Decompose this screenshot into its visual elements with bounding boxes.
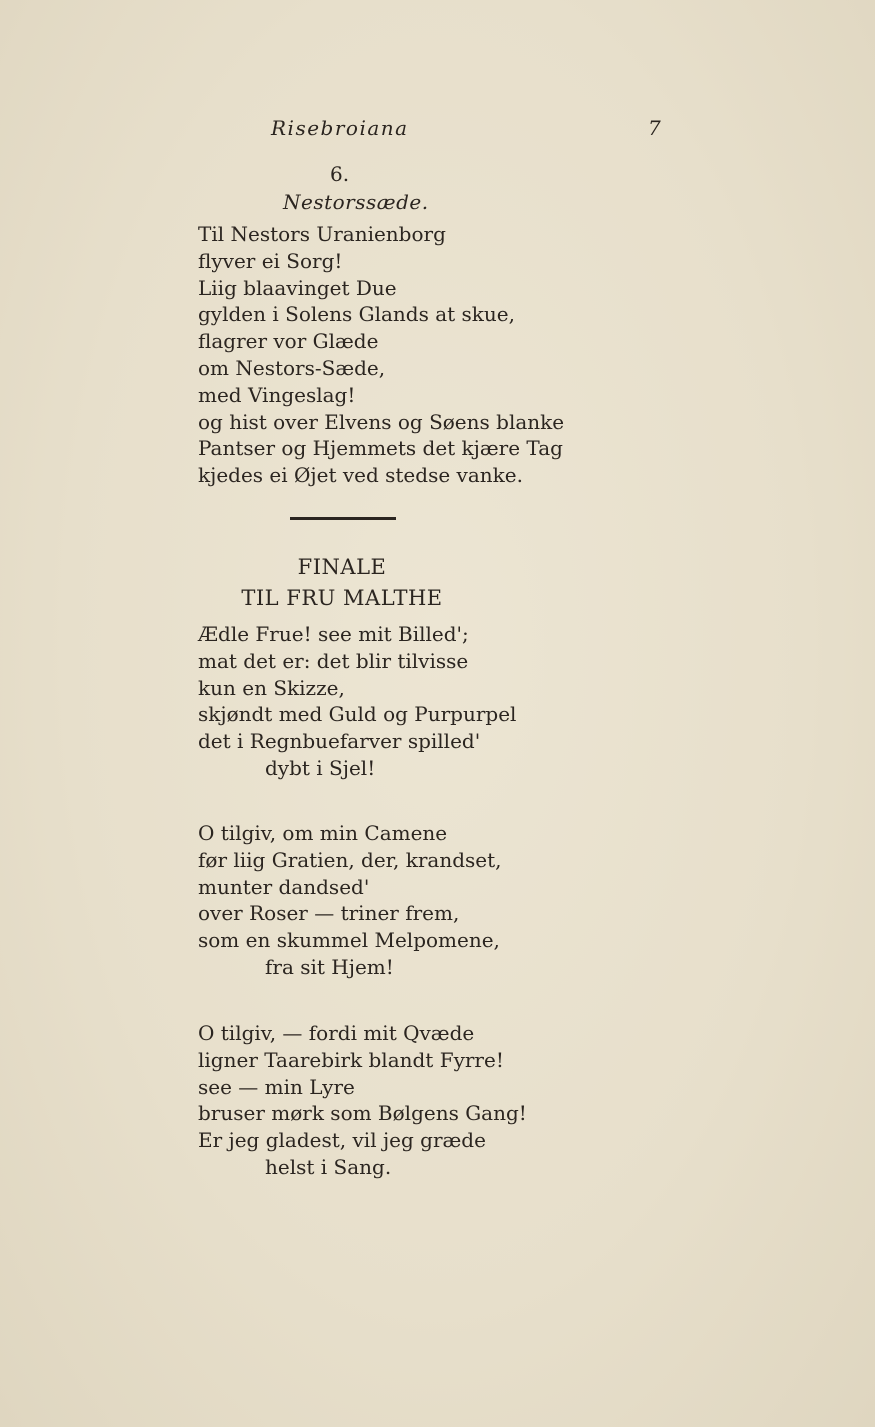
verse-line: Liig blaavinget Due bbox=[198, 275, 397, 300]
finale-title: FINALE bbox=[297, 555, 387, 579]
verse-line: Ædle Frue! see mit Billed'; bbox=[198, 622, 469, 646]
verse-line: dybt i Sjel! bbox=[265, 755, 376, 780]
section-title: Nestorssæde. bbox=[283, 190, 429, 214]
verse-line: kun en Skizze, bbox=[198, 675, 345, 700]
verse-line: kjedes ei Øjet ved stedse vanke. bbox=[198, 463, 523, 488]
verse-line: om Nestors-Sæde, bbox=[198, 355, 386, 380]
verse-line: over Roser — triner frem, bbox=[198, 901, 460, 926]
verse-line: O tilgiv, om min Camene bbox=[198, 821, 448, 845]
verse-line: fra sit Hjem! bbox=[265, 954, 394, 979]
verse-line: munter dandsed' bbox=[198, 874, 370, 899]
verse-line: ligner Taarebirk blandt Fyrre! bbox=[198, 1047, 504, 1072]
verse-line: bruser mørk som Bølgens Gang! bbox=[198, 1101, 527, 1126]
verse-line: og hist over Elvens og Søens blanke bbox=[198, 409, 565, 434]
verse-line: flagrer vor Glæde bbox=[198, 329, 379, 354]
section-number: 6. bbox=[330, 162, 350, 186]
verse-line: mat det er: det blir tilvisse bbox=[198, 648, 469, 673]
finale-stanza-1 bbox=[198, 621, 516, 782]
verse-line: flyver ei Sorg! bbox=[198, 248, 343, 273]
verse-line: helst i Sang. bbox=[265, 1154, 392, 1179]
verse-line: see — min Lyre bbox=[198, 1074, 355, 1099]
verse-line: Pantser og Hjemmets det kjære Tag bbox=[198, 436, 563, 461]
verse-line: Er jeg gladest, vil jeg græde bbox=[198, 1128, 486, 1153]
verse-line: med Vingeslag! bbox=[198, 382, 356, 407]
verse-line: O tilgiv, — fordi mit Qvæde bbox=[198, 1021, 475, 1045]
verse-line: som en skummel Melpomene, bbox=[198, 928, 500, 953]
verse-line: gylden i Solens Glands at skue, bbox=[198, 302, 515, 327]
verse-line: skjøndt med Guld og Purpurpel bbox=[198, 702, 517, 727]
poem-nestorssaede bbox=[198, 221, 564, 489]
page-number: 7 bbox=[648, 116, 661, 140]
finale-stanza-3 bbox=[198, 1020, 527, 1181]
running-title: Risebroiana bbox=[271, 116, 409, 140]
verse-line: før liig Gratien, der, krandset, bbox=[198, 847, 502, 872]
verse-line: Til Nestors Uranienborg bbox=[198, 222, 446, 246]
section-divider bbox=[290, 517, 396, 520]
finale-subtitle: TIL FRU MALTHE bbox=[241, 586, 443, 610]
verse-line: det i Regnbuefarver spilled' bbox=[198, 729, 481, 754]
finale-stanza-2 bbox=[198, 820, 502, 981]
